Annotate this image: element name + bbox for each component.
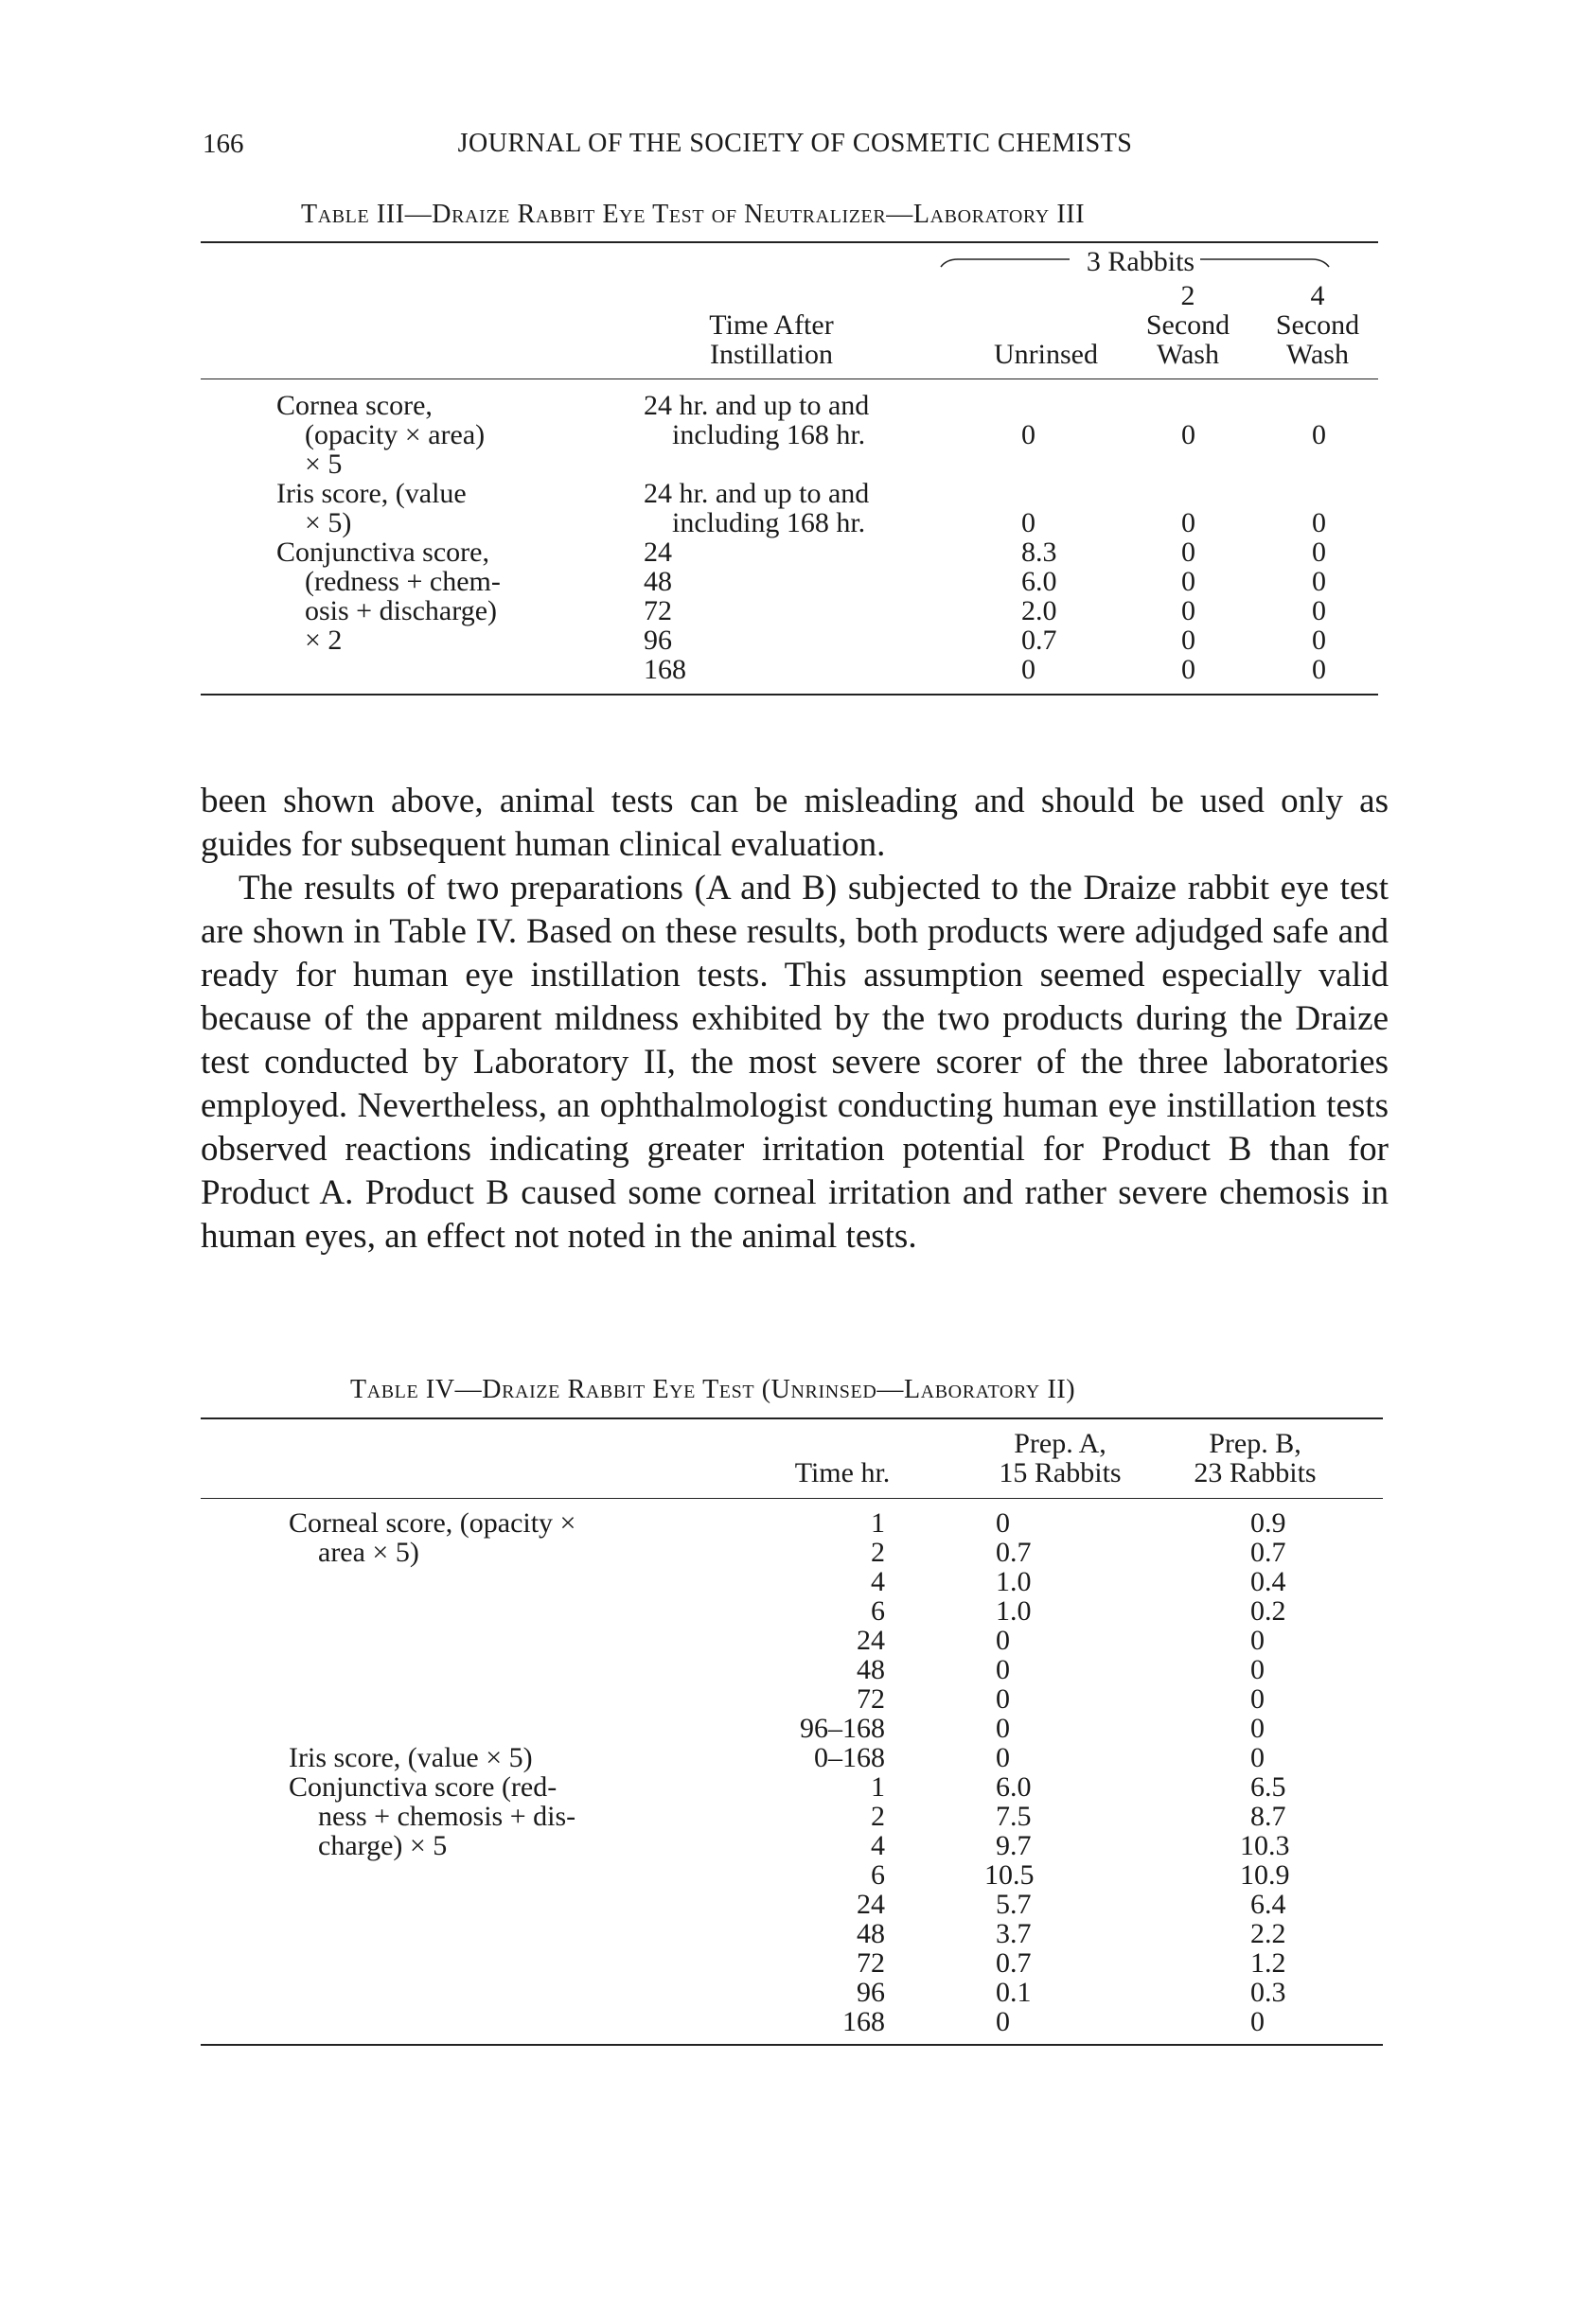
table4-prep-a: 0 (996, 1654, 1010, 1685)
table4-time: 6 (871, 1595, 885, 1627)
table3-row3-label: Conjunctiva score, (276, 537, 489, 568)
table4-prep-b: 0 (1250, 1683, 1265, 1715)
table4-time: 24 (857, 1625, 885, 1656)
table3-caption: Table III—Draize Rabbit Eye Test of Neutralizer—Laboratory III (301, 200, 1086, 229)
table4-prep-a: 1.0 (996, 1566, 1032, 1597)
table3-row5-wash4: 0 (1312, 595, 1326, 626)
table4-time: 1 (871, 1507, 885, 1539)
table4-bottom-rule (201, 2044, 1383, 2046)
table3-col2-1: 2 (1180, 280, 1195, 311)
table3-row5-time: 72 (644, 595, 672, 626)
table4-prep-a: 0 (996, 1713, 1010, 1744)
table3-row5-unrinsed: 2.0 (1021, 595, 1057, 626)
table4-prep-b: 2.2 (1250, 1918, 1286, 1949)
table4-conj-label-2: ness + chemosis + dis- (318, 1801, 576, 1832)
table3-row1-unrinsed: 0 (1021, 419, 1035, 450)
table3-row6-wash4: 0 (1312, 625, 1326, 656)
table3-span-header: 3 Rabbits (1086, 246, 1195, 277)
table3-row7-wash4: 0 (1312, 654, 1326, 685)
table3-row3-time: 24 (644, 537, 672, 568)
table3-row2-wash2: 0 (1181, 507, 1195, 538)
table3-top-rule (201, 241, 1378, 243)
table3-col-time-1: Time After (709, 309, 834, 341)
table3-row6-wash2: 0 (1181, 625, 1195, 656)
table3-row2-time-2: including 168 hr. (672, 507, 866, 538)
table3-col-time-2: Instillation (710, 339, 833, 370)
table3-row4-wash4: 0 (1312, 566, 1326, 597)
table4-prep-a: 1.0 (996, 1595, 1032, 1627)
table3-col2-3: Wash (1157, 339, 1219, 370)
journal-title: JOURNAL OF THE SOCIETY OF COSMETIC CHEMISTS (457, 129, 1133, 158)
table3-row1-label-3: × 5 (305, 449, 343, 480)
table4-prep-b: 0.9 (1250, 1507, 1286, 1539)
table4-time: 48 (857, 1918, 885, 1949)
table4-prep-b: 0.4 (1250, 1566, 1286, 1597)
table3-row2-label-1: Iris score, (value (276, 478, 467, 509)
table4-prep-b: 0 (1250, 1625, 1265, 1656)
table4-prep-b: 0.7 (1250, 1537, 1286, 1568)
table4-prep-b: 0.3 (1250, 1977, 1286, 2008)
table4-col-b-1: Prep. B, (1209, 1428, 1301, 1459)
table4-prep-b: 0 (1250, 1742, 1265, 1773)
table4-top-rule (201, 1417, 1383, 1419)
table3-row1-time-2: including 168 hr. (672, 419, 866, 450)
table4-time: 96 (857, 1977, 885, 2008)
table4-time: 168 (842, 2006, 885, 2037)
table4-prep-b: 0 (1250, 1713, 1265, 1744)
table3-row2-wash4: 0 (1312, 507, 1326, 538)
table3-row3-wash2: 0 (1181, 537, 1195, 568)
table4-prep-a: 5.7 (996, 1889, 1032, 1920)
paragraph-1: been shown above, animal tests can be misleading and should be used only as guides for subsequent human clinical evaluation. (201, 782, 1389, 864)
table4-iris-label: Iris score, (value × 5) (289, 1742, 533, 1773)
table3-row4-wash2: 0 (1181, 566, 1195, 597)
table3-col4-2: Second (1275, 309, 1360, 341)
table4-prep-a: 3.7 (996, 1918, 1032, 1949)
table4-conj-label-3: charge) × 5 (318, 1830, 448, 1861)
table4-prep-a: 7.5 (996, 1801, 1032, 1832)
table4-col-a-1: Prep. A, (1014, 1428, 1106, 1459)
table4-time: 96–168 (800, 1713, 885, 1744)
table4-prep-a: 0 (996, 2006, 1010, 2037)
table4-time: 0–168 (814, 1742, 885, 1773)
table3-row6-time: 96 (644, 625, 672, 656)
table3-row6-unrinsed: 0.7 (1021, 625, 1057, 656)
table4-caption: Table IV—Draize Rabbit Eye Test (Unrinsed—Laboratory II) (350, 1375, 1076, 1404)
table4-corneal-label-1: Corneal score, (opacity × (289, 1507, 576, 1539)
table3-row1-wash2: 0 (1181, 419, 1195, 450)
table3-col2-2: Second (1145, 309, 1230, 341)
table4-prep-a: 0 (996, 1507, 1010, 1539)
table3-row2-time-1: 24 hr. and up to and (644, 478, 870, 509)
table4-col-a-2: 15 Rabbits (999, 1457, 1122, 1488)
table4-prep-a: 0.7 (996, 1537, 1032, 1568)
table4-prep-b: 10.3 (1240, 1830, 1290, 1861)
table3-row2-unrinsed: 0 (1021, 507, 1035, 538)
table4-prep-b: 8.7 (1250, 1801, 1286, 1832)
table3-col4-3: Wash (1286, 339, 1349, 370)
table4-prep-a: 9.7 (996, 1830, 1032, 1861)
table4-time: 4 (871, 1830, 885, 1861)
table4-time: 6 (871, 1859, 885, 1891)
table4-prep-a: 0.1 (996, 1977, 1032, 2008)
table4-time: 48 (857, 1654, 885, 1685)
table4-time: 72 (857, 1947, 885, 1979)
table3-col4-1: 4 (1310, 280, 1325, 311)
table3-bottom-rule (201, 694, 1378, 695)
table4-prep-b: 10.9 (1240, 1859, 1290, 1891)
table4-prep-b: 1.2 (1250, 1947, 1286, 1979)
table4-prep-b: 6.5 (1250, 1771, 1286, 1803)
paragraph-2: The results of two preparations (A and B) subjected to the Draize rabbit eye test are shown in Table IV. Based on these results, both products were adjudged safe and ready for human eye instillation tests. This assumption seemed especially valid because of the apparent mildness exhibited by the two products during the Draize test conducted by Laboratory II, the most severe scorer of the three laboratories employed. Nevertheless, an ophthalmologist conducting human eye instillation tests observed reactions indicating greater irritation potential for Product B than for Product A. Product B caused some corneal irritation and rather severe chemosis in human eyes, an effect not noted in the animal tests. (201, 869, 1389, 1256)
table4-prep-b: 0 (1250, 1654, 1265, 1685)
table4-time: 24 (857, 1889, 885, 1920)
table4-col-b-2: 23 Rabbits (1194, 1457, 1317, 1488)
table4-prep-a: 0.7 (996, 1947, 1032, 1979)
table4-prep-b: 0 (1250, 2006, 1265, 2037)
table4-header-rule (201, 1498, 1383, 1499)
table4-conj-label-1: Conjunctiva score (red- (289, 1771, 558, 1803)
table3-row4-label: (redness + chem- (305, 566, 501, 597)
table3-col-unrinsed: Unrinsed (994, 339, 1098, 370)
table4-prep-a: 0 (996, 1683, 1010, 1715)
table3-row1-time-1: 24 hr. and up to and (644, 390, 870, 421)
table4-prep-a: 10.5 (984, 1859, 1035, 1891)
table4-col-time: Time hr. (794, 1457, 891, 1488)
table3-row3-wash4: 0 (1312, 537, 1326, 568)
table3-row2-label-2: × 5) (305, 507, 352, 538)
table4-time: 2 (871, 1537, 885, 1568)
table3-row6-label: × 2 (305, 625, 343, 656)
table4-time: 72 (857, 1683, 885, 1715)
table3-row1-label-2: (opacity × area) (305, 419, 486, 450)
page-header (0, 129, 1593, 167)
table3-row3-unrinsed: 8.3 (1021, 537, 1057, 568)
page-number: 166 (203, 129, 244, 159)
table3-row1-label-1: Cornea score, (276, 390, 433, 421)
table3-row4-unrinsed: 6.0 (1021, 566, 1057, 597)
table4-time: 4 (871, 1566, 885, 1597)
table3-row5-wash2: 0 (1181, 595, 1195, 626)
table4-prep-b: 6.4 (1250, 1889, 1286, 1920)
table4-corneal-label-2: area × 5) (318, 1537, 419, 1568)
table3-row4-time: 48 (644, 566, 672, 597)
table4-prep-a: 0 (996, 1625, 1010, 1656)
table3-row7-wash2: 0 (1181, 654, 1195, 685)
table4-time: 1 (871, 1771, 885, 1803)
table3-row7-time: 168 (644, 654, 686, 685)
table4-prep-b: 0.2 (1250, 1595, 1286, 1627)
table3-row7-unrinsed: 0 (1021, 654, 1035, 685)
body-text (201, 780, 1389, 1259)
table3-row5-label: osis + discharge) (305, 595, 497, 626)
table4-time: 2 (871, 1801, 885, 1832)
table4-prep-a: 0 (996, 1742, 1010, 1773)
table4-prep-a: 6.0 (996, 1771, 1032, 1803)
table3-row1-wash4: 0 (1312, 419, 1326, 450)
